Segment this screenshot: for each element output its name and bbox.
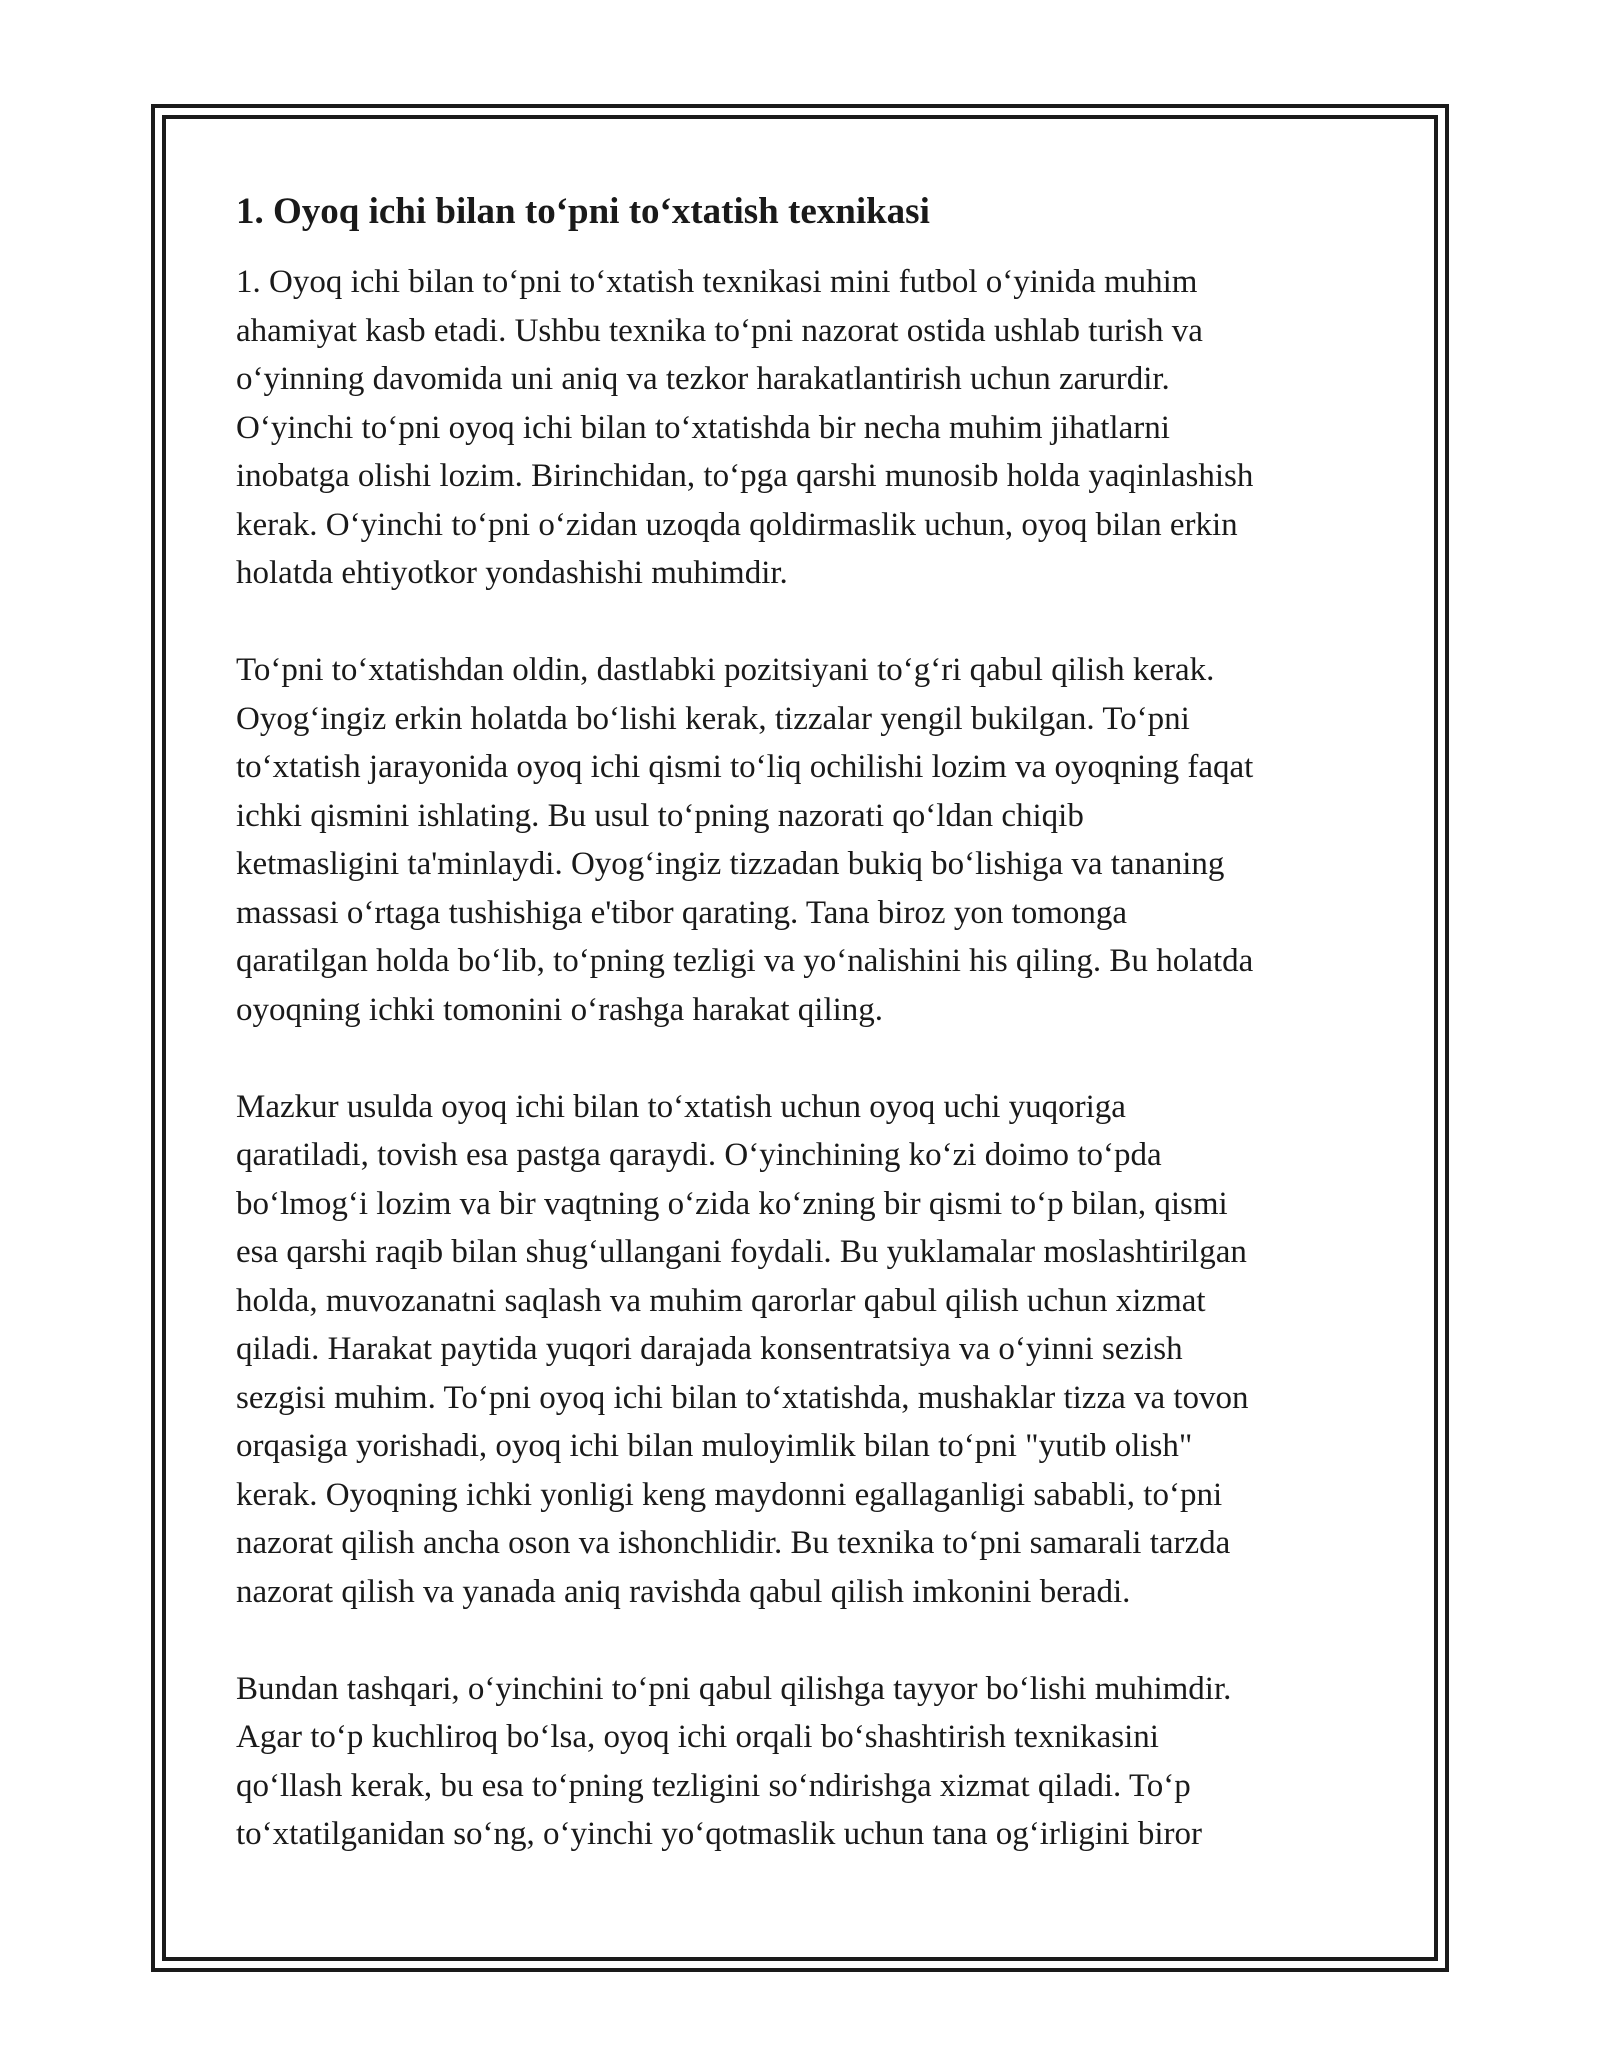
text-line: Bundan tashqari, o‘yinchini to‘pni qabul qilishga tayyor bo‘lishi muhimdir.: [236, 1670, 1232, 1707]
text-line: to‘xtatilganidan so‘ng, o‘yinchi yo‘qotmaslik uchun tana og‘irligini biror: [236, 1816, 1202, 1852]
paragraph: [236, 258, 1366, 598]
text-line: qiladi. Harakat paytida yuqori darajada konsentratsiya va o‘yinni sezish: [236, 1331, 1183, 1367]
paragraph: [236, 1665, 1366, 1859]
text-line: holda, muvozanatni saqlash va muhim qarorlar qabul qilish uchun xizmat: [236, 1282, 1206, 1319]
text-line: O‘yinchi to‘pni oyoq ichi bilan to‘xtatishda bir necha muhim jihatlarni: [236, 409, 1170, 446]
text-line: qo‘llash kerak, bu esa to‘pning tezligini so‘ndirishga xizmat qiladi. To‘p: [236, 1767, 1191, 1804]
document-title: 1. Oyoq ichi bilan to‘pni to‘xtatish texnikasi: [236, 191, 930, 232]
text-line: sezgisi muhim. To‘pni oyoq ichi bilan to‘xtatishda, mushaklar tizza va tovon: [236, 1379, 1249, 1416]
text-line: o‘yinning davomida uni aniq va tezkor harakatlantirish uchun zarurdir.: [236, 361, 1170, 397]
text-line: esa qarshi raqib bilan shug‘ullangani foydali. Bu yuklamalar moslashtirilgan: [236, 1234, 1247, 1270]
text-line: 1. Oyoq ichi bilan to‘pni to‘xtatish texnikasi mini futbol o‘yinida muhim: [236, 264, 1198, 300]
paragraph: [236, 646, 1366, 1034]
text-line: Oyog‘ingiz erkin holatda bo‘lishi kerak, tizzalar yengil bukilgan. To‘pni: [236, 700, 1190, 737]
text-line: nazorat qilish va yanada aniq ravishda qabul qilish imkonini beradi.: [236, 1573, 1131, 1610]
text-line: qaratiladi, tovish esa pastga qaraydi. O‘yinchining ko‘zi doimo to‘pda: [236, 1137, 1162, 1173]
text-line: ahamiyat kasb etadi. Ushbu texnika to‘pni nazorat ostida ushlab turish va: [236, 312, 1203, 349]
text-line: to‘xtatish jarayonida oyoq ichi qismi to‘liq ochilishi lozim va oyoqning faqat: [236, 749, 1254, 785]
text-line: kerak. O‘yinchi to‘pni o‘zidan uzoqda qoldirmaslik uchun, oyoq bilan erkin: [236, 506, 1238, 543]
text-line: massasi o‘rtaga tushishiga e'tibor qarating. Tana biroz yon tomonga: [236, 894, 1128, 931]
text-line: kerak. Oyoqning ichki yonligi keng maydonni egallaganligi sababli, to‘pni: [236, 1476, 1223, 1513]
text-line: Mazkur usulda oyoq ichi bilan to‘xtatish uchun oyoq uchi yuqoriga: [236, 1088, 1126, 1125]
text-line: ketmasligini ta'minlaydi. Oyog‘ingiz tizzadan bukiq bo‘lishiga va tananing: [236, 846, 1225, 882]
text-line: orqasiga yorishadi, oyoq ichi bilan muloyimlik bilan to‘pni "yutib olish": [236, 1428, 1193, 1464]
text-line: nazorat qilish ancha oson va ishonchlidir. Bu texnika to‘pni samarali tarzda: [236, 1525, 1231, 1561]
text-line: holatda ehtiyotkor yondashishi muhimdir.: [236, 555, 788, 591]
text-line: qaratilgan holda bo‘lib, to‘pning tezligi va yo‘nalishini his qiling. Bu holatda: [236, 943, 1254, 979]
text-line: oyoqning ichki tomonini o‘rashga harakat qiling.: [236, 991, 884, 1028]
text-line: ichki qismini ishlating. Bu usul to‘pning nazorati qo‘ldan chiqib: [236, 797, 1084, 834]
text-line: bo‘lmog‘i lozim va bir vaqtning o‘zida ko‘zning bir qismi to‘p bilan, qismi: [236, 1185, 1228, 1222]
document-body: [236, 188, 1366, 1907]
text-line: inobatga olishi lozim. Birinchidan, to‘pga qarshi munosib holda yaqinlashish: [236, 458, 1254, 494]
paragraph: [236, 1083, 1366, 1617]
paragraph-list: [236, 258, 1366, 1859]
text-line: Agar to‘p kuchliroq bo‘lsa, oyoq ichi orqali bo‘shashtirish texnikasini: [236, 1719, 1159, 1755]
text-line: To‘pni to‘xtatishdan oldin, dastlabki pozitsiyani to‘g‘ri qabul qilish kerak.: [236, 652, 1215, 688]
